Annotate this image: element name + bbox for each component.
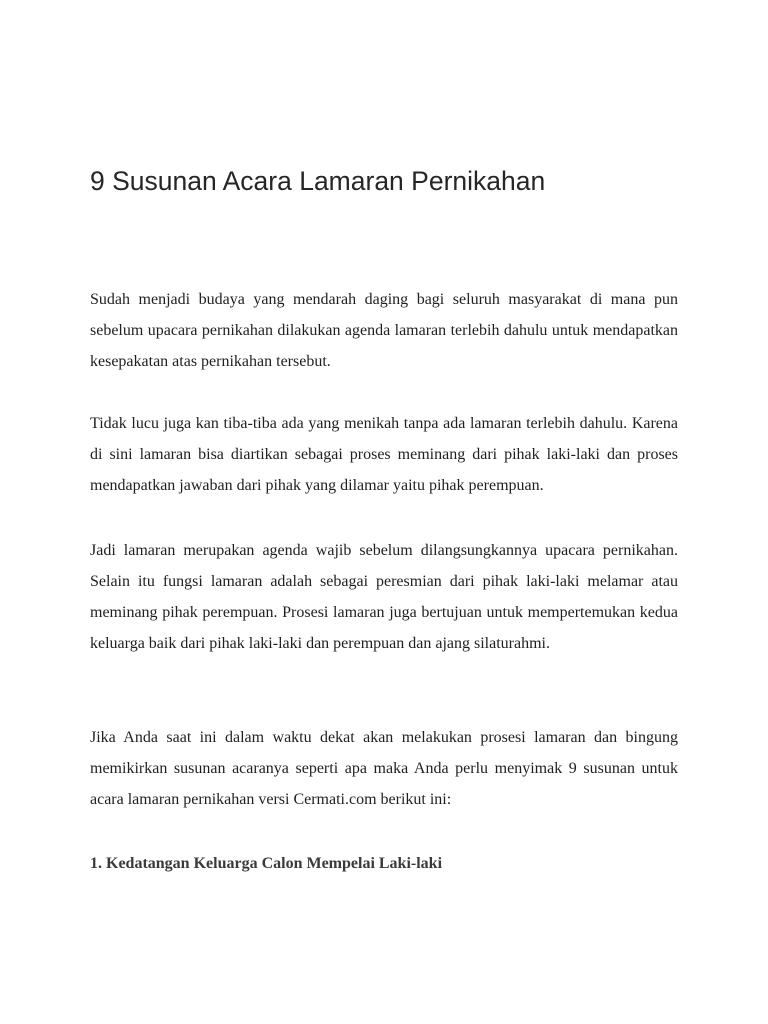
paragraph-closing: Jika Anda saat ini dalam waktu dekat akan melakukan prosesi lamaran dan bingung memikirkan susunan acaranya seperti apa maka Anda perlu menyimak 9 susunan untuk acara lamaran pernikahan versi Cermati.com berikut ini: xyxy=(90,729,678,808)
section-heading-1: 1. Kedatangan Keluarga Calon Mempelai Laki-laki xyxy=(90,855,443,872)
paragraph-lamaran-function: Jadi lamaran merupakan agenda wajib sebelum dilangsungkannya upacara pernikahan. Selain itu fungsi lamaran adalah sebagai peresmian dari pihak laki-laki melamar atau meminang pihak perempuan. Prosesi lamaran juga bertujuan untuk mempertemukan kedua keluarga baik dari pihak laki-laki dan perempuan dan ajang silaturahmi. xyxy=(90,542,678,652)
paragraph-lamaran-meaning: Tidak lucu juga kan tiba-tiba ada yang menikah tanpa ada lamaran terlebih dahulu. Karena di sini lamaran bisa diartikan sebagai proses meminang dari pihak laki-laki dan proses mendapatkan jawaban dari pihak yang dilamar yaitu pihak perempuan. xyxy=(90,415,678,494)
document-title: 9 Susunan Acara Lamaran Pernikahan xyxy=(90,166,546,196)
paragraph-intro: Sudah menjadi budaya yang mendarah daging bagi seluruh masyarakat di mana pun sebelum upacara pernikahan dilakukan agenda lamaran terlebih dahulu untuk mendapatkan kesepakatan atas pernikahan tersebut. xyxy=(90,291,678,370)
